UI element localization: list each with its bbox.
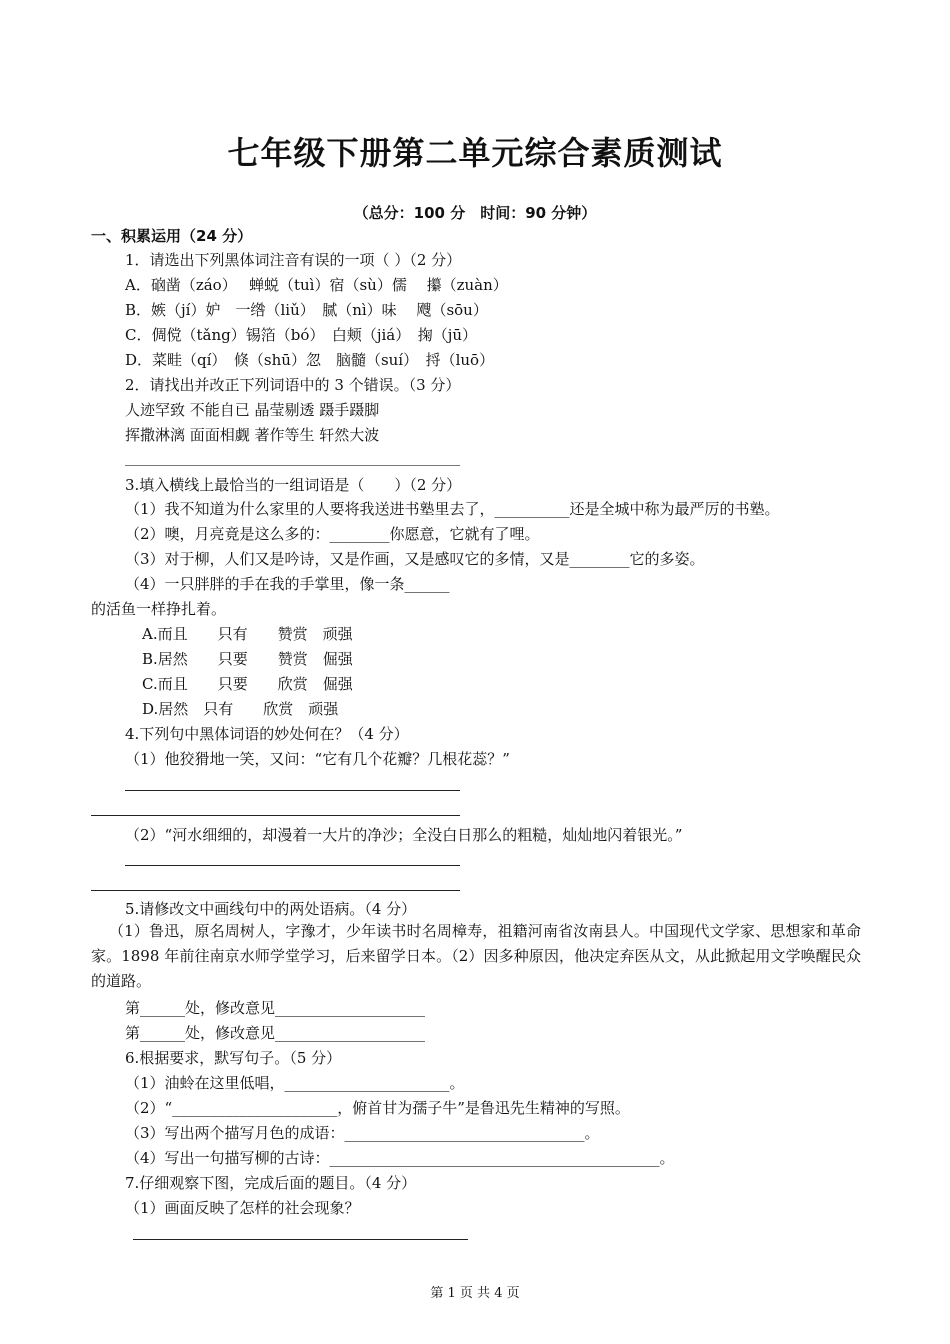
question-5-stem: 5.请修改文中画线句中的两处语病。（4 分） bbox=[125, 900, 417, 918]
question-1-option-b: B．嫉（jí）妒 一绺（liǔ） 腻（nì）味 飕（sōu） bbox=[125, 301, 488, 319]
question-3-sentence-4-cont: 的活鱼一样挣扎着。 bbox=[91, 600, 227, 618]
answer-line bbox=[125, 465, 460, 466]
question-1-stem: 1．请选出下列黑体词注音有误的一项（ ）（2 分） bbox=[125, 251, 462, 269]
question-6-item-2: （2）“______________________，俯首甘为孺子牛”是鲁迅先生精神的写照。 bbox=[125, 1099, 630, 1117]
score-time-info: （总分：100 分 时间：90 分钟） bbox=[353, 204, 597, 222]
question-3-sentence-4: （4）一只胖胖的手在我的手掌里，像一条______ bbox=[125, 575, 450, 593]
question-2-stem: 2．请找出并改正下列词语中的 3 个错误。（3 分） bbox=[125, 376, 461, 394]
question-3-sentence-1: （1）我不知道为什么家里的人要将我送进书塾里去了，__________还是全城中称为最严厉的书塾。 bbox=[125, 500, 780, 518]
question-6-item-3: （3）写出两个描写月色的成语：________________________________。 bbox=[125, 1124, 600, 1142]
question-6-item-1: （1）油蛉在这里低唱，______________________。 bbox=[125, 1074, 465, 1092]
question-6-item-4: （4）写出一句描写柳的古诗：____________________________________________。 bbox=[125, 1149, 675, 1167]
question-3-sentence-2: （2）噢，月亮竟是这么多的：________你愿意，它就有了哩。 bbox=[125, 525, 540, 543]
question-4-sentence-2: （2）“河水细细的，却漫着一大片的净沙；全没白日那么的粗糙，灿灿地闪着银光。” bbox=[125, 826, 683, 844]
page-title: 七年级下册第二单元综合素质测试 bbox=[227, 134, 723, 172]
question-6-stem: 6.根据要求，默写句子。（5 分） bbox=[125, 1049, 342, 1067]
answer-line bbox=[91, 890, 460, 891]
question-1-option-c: C．倜傥（tǎng）锡箔（bó） 白颊（jiá） 掬（jū） bbox=[125, 326, 478, 344]
question-3-sentence-3: （3）对于柳，人们又是吟诗，又是作画，又是感叹它的多情，又是________它的多姿。 bbox=[125, 550, 705, 568]
question-1-option-d: D．菜畦（qí） 倏（shū）忽 脑髓（suí） 捋（luō） bbox=[125, 351, 495, 369]
question-3-option-d: D.居然 只有 欣赏 顽强 bbox=[142, 700, 339, 718]
question-4-sentence-1: （1）他狡猾地一笑，又问：“它有几个花瓣？几根花蕊？” bbox=[125, 750, 510, 768]
question-4-stem: 4.下列句中黑体词语的妙处何在？（4 分） bbox=[125, 725, 409, 743]
question-5-fill-2: 第______处，修改意见____________________ bbox=[125, 1024, 426, 1042]
answer-line bbox=[125, 790, 460, 791]
answer-line bbox=[125, 865, 460, 866]
page-number: 第 1 页 共 4 页 bbox=[430, 1286, 520, 1301]
question-1-option-a: A．硇凿（záo） 蝉蜕（tuì）宿（sù）儒 攥（zuàn） bbox=[125, 276, 508, 294]
question-2-words-2: 挥撒淋漓 面面相觑 著作等生 轩然大波 bbox=[125, 426, 380, 444]
question-7-item-1: （1）画面反映了怎样的社会现象？ bbox=[125, 1199, 360, 1217]
question-5-passage: （1）鲁迅，原名周树人，字豫才，少年读书时名周樟寿，祖籍河南省汝南县人。中国现代文学家、思想家和革命家。1898 年前往南京水师学堂学习，后来留学日本。（2）因多种原因，他决定弃医从文，从此掀起用文学唤醒民众的道路。 bbox=[91, 922, 861, 990]
question-3-option-a: A.而且 只有 赞赏 顽强 bbox=[142, 625, 353, 643]
question-2-words-1: 人迹罕致 不能自已 晶莹剔透 蹑手蹑脚 bbox=[125, 401, 380, 419]
question-3-option-c: C.而且 只要 欣赏 倔强 bbox=[142, 675, 353, 693]
answer-line bbox=[91, 815, 460, 816]
section-heading: 一、积累运用（24 分） bbox=[91, 227, 253, 245]
question-3-stem: 3.填入横线上最恰当的一组词语是（ ）（2 分） bbox=[125, 476, 462, 494]
question-5-fill-1: 第______处，修改意见____________________ bbox=[125, 999, 426, 1017]
answer-line bbox=[133, 1239, 468, 1240]
question-7-stem: 7.仔细观察下图，完成后面的题目。（4 分） bbox=[125, 1174, 417, 1192]
question-3-option-b: B.居然 只要 赞赏 倔强 bbox=[142, 650, 353, 668]
